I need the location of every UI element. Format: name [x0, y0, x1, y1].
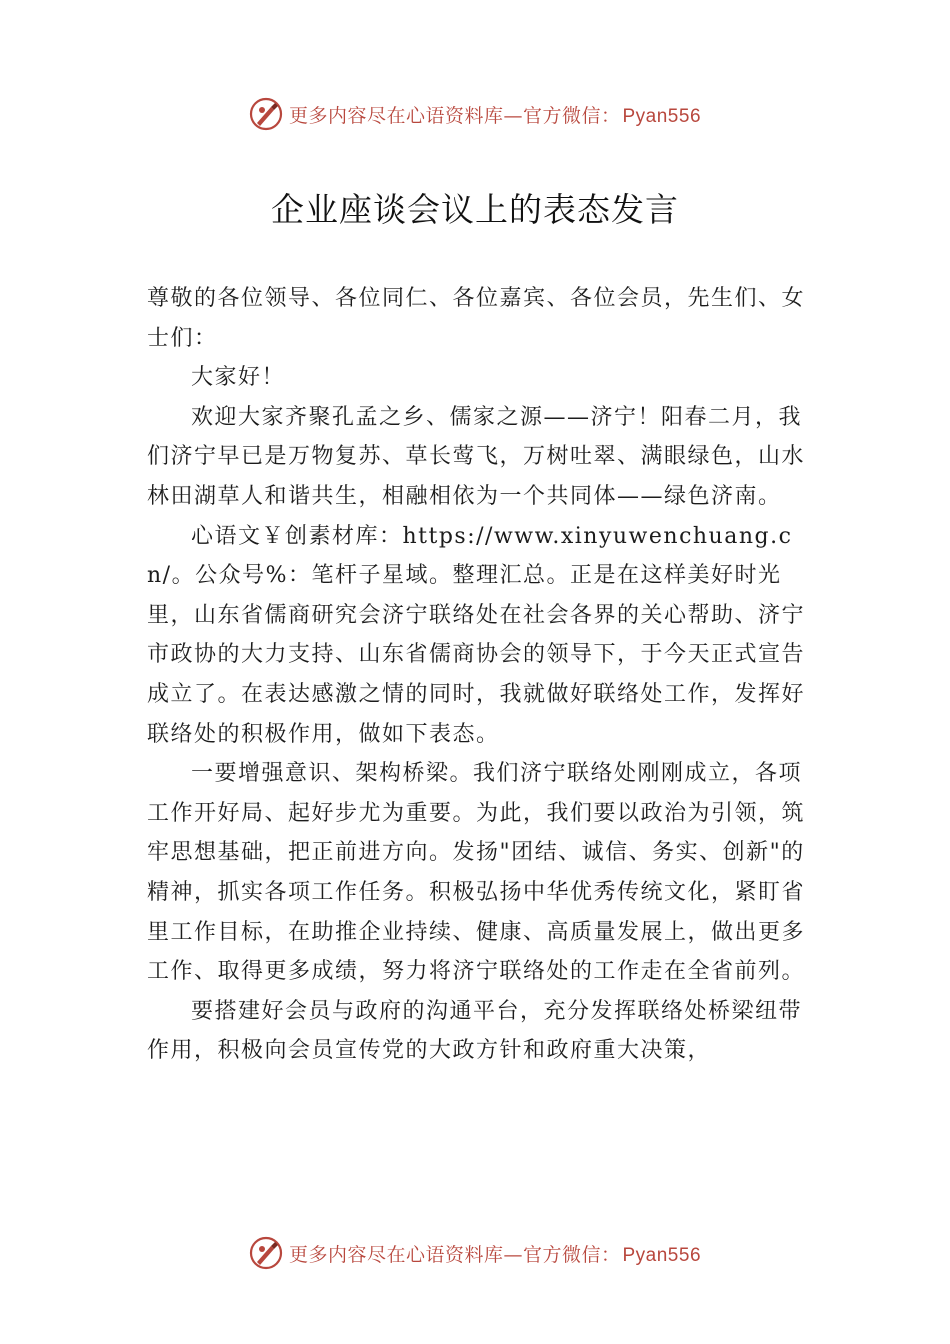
watermark-wechat-id: Pyan556	[622, 105, 702, 127]
watermark-text: 更多内容尽在心语资料库—官方微信： Pyan556	[288, 1243, 702, 1266]
footer-watermark	[0, 1233, 950, 1273]
pen-logo-icon	[249, 97, 283, 131]
document-body	[147, 279, 809, 1071]
document-title: 企业座谈会议上的表态发言	[271, 190, 679, 229]
greeting: 大家好！	[191, 365, 286, 391]
paragraph: 要搭建好会员与政府的沟通平台，充分发挥联络处桥梁纽带作用，积极向会员宣传党的大政方针和政府重大决策，	[147, 998, 803, 1064]
header-watermark	[0, 94, 950, 134]
salutation: 尊敬的各位领导、各位同仁、各位嘉宾、各位会员，先生们、女士们：	[147, 286, 806, 351]
watermark-wechat-id: Pyan556	[622, 1244, 702, 1266]
paragraph: 欢迎大家齐聚孔孟之乡、儒家之源——济宁！阳春二月，我们济宁早已是万物复苏、草长莺飞，万树吐翠、满眼绿色，山水林田湖草人和谐共生，相融相依为一个共同体——绿色济南。	[147, 404, 806, 509]
watermark-text: 更多内容尽在心语资料库—官方微信： Pyan556	[288, 104, 702, 127]
pen-logo-icon	[249, 1236, 283, 1270]
paragraph: 一要增强意识、架构桥梁。我们济宁联络处刚刚成立，各项工作开好局、起好步尤为重要。为此，我们要以政治为引领，筑牢思想基础，把正前进方向。发扬"团结、诚信、务实、创新"的精神，抓实各项工作任务。积极弘扬中华优秀传统文化，紧盯省里工作目标，在助推企业持续、健康、高质量发展上，做出更多工作、取得更多成绩，努力将济宁联络处的工作走在全省前列。	[147, 761, 806, 985]
paragraph: 心语文￥创素材库：https://www.xinyuwenchuang.cn/。公众号%：笔杆子星域。整理汇总。正是在这样美好时光里，山东省儒商研究会济宁联络处在社会各界的关心帮助、济宁市政协的大力支持、山东省儒商协会的领导下，于今天正式宣告成立了。在表达感激之情的同时，我就做好联络处工作，发挥好联络处的积极作用，做如下表态。	[147, 523, 806, 747]
